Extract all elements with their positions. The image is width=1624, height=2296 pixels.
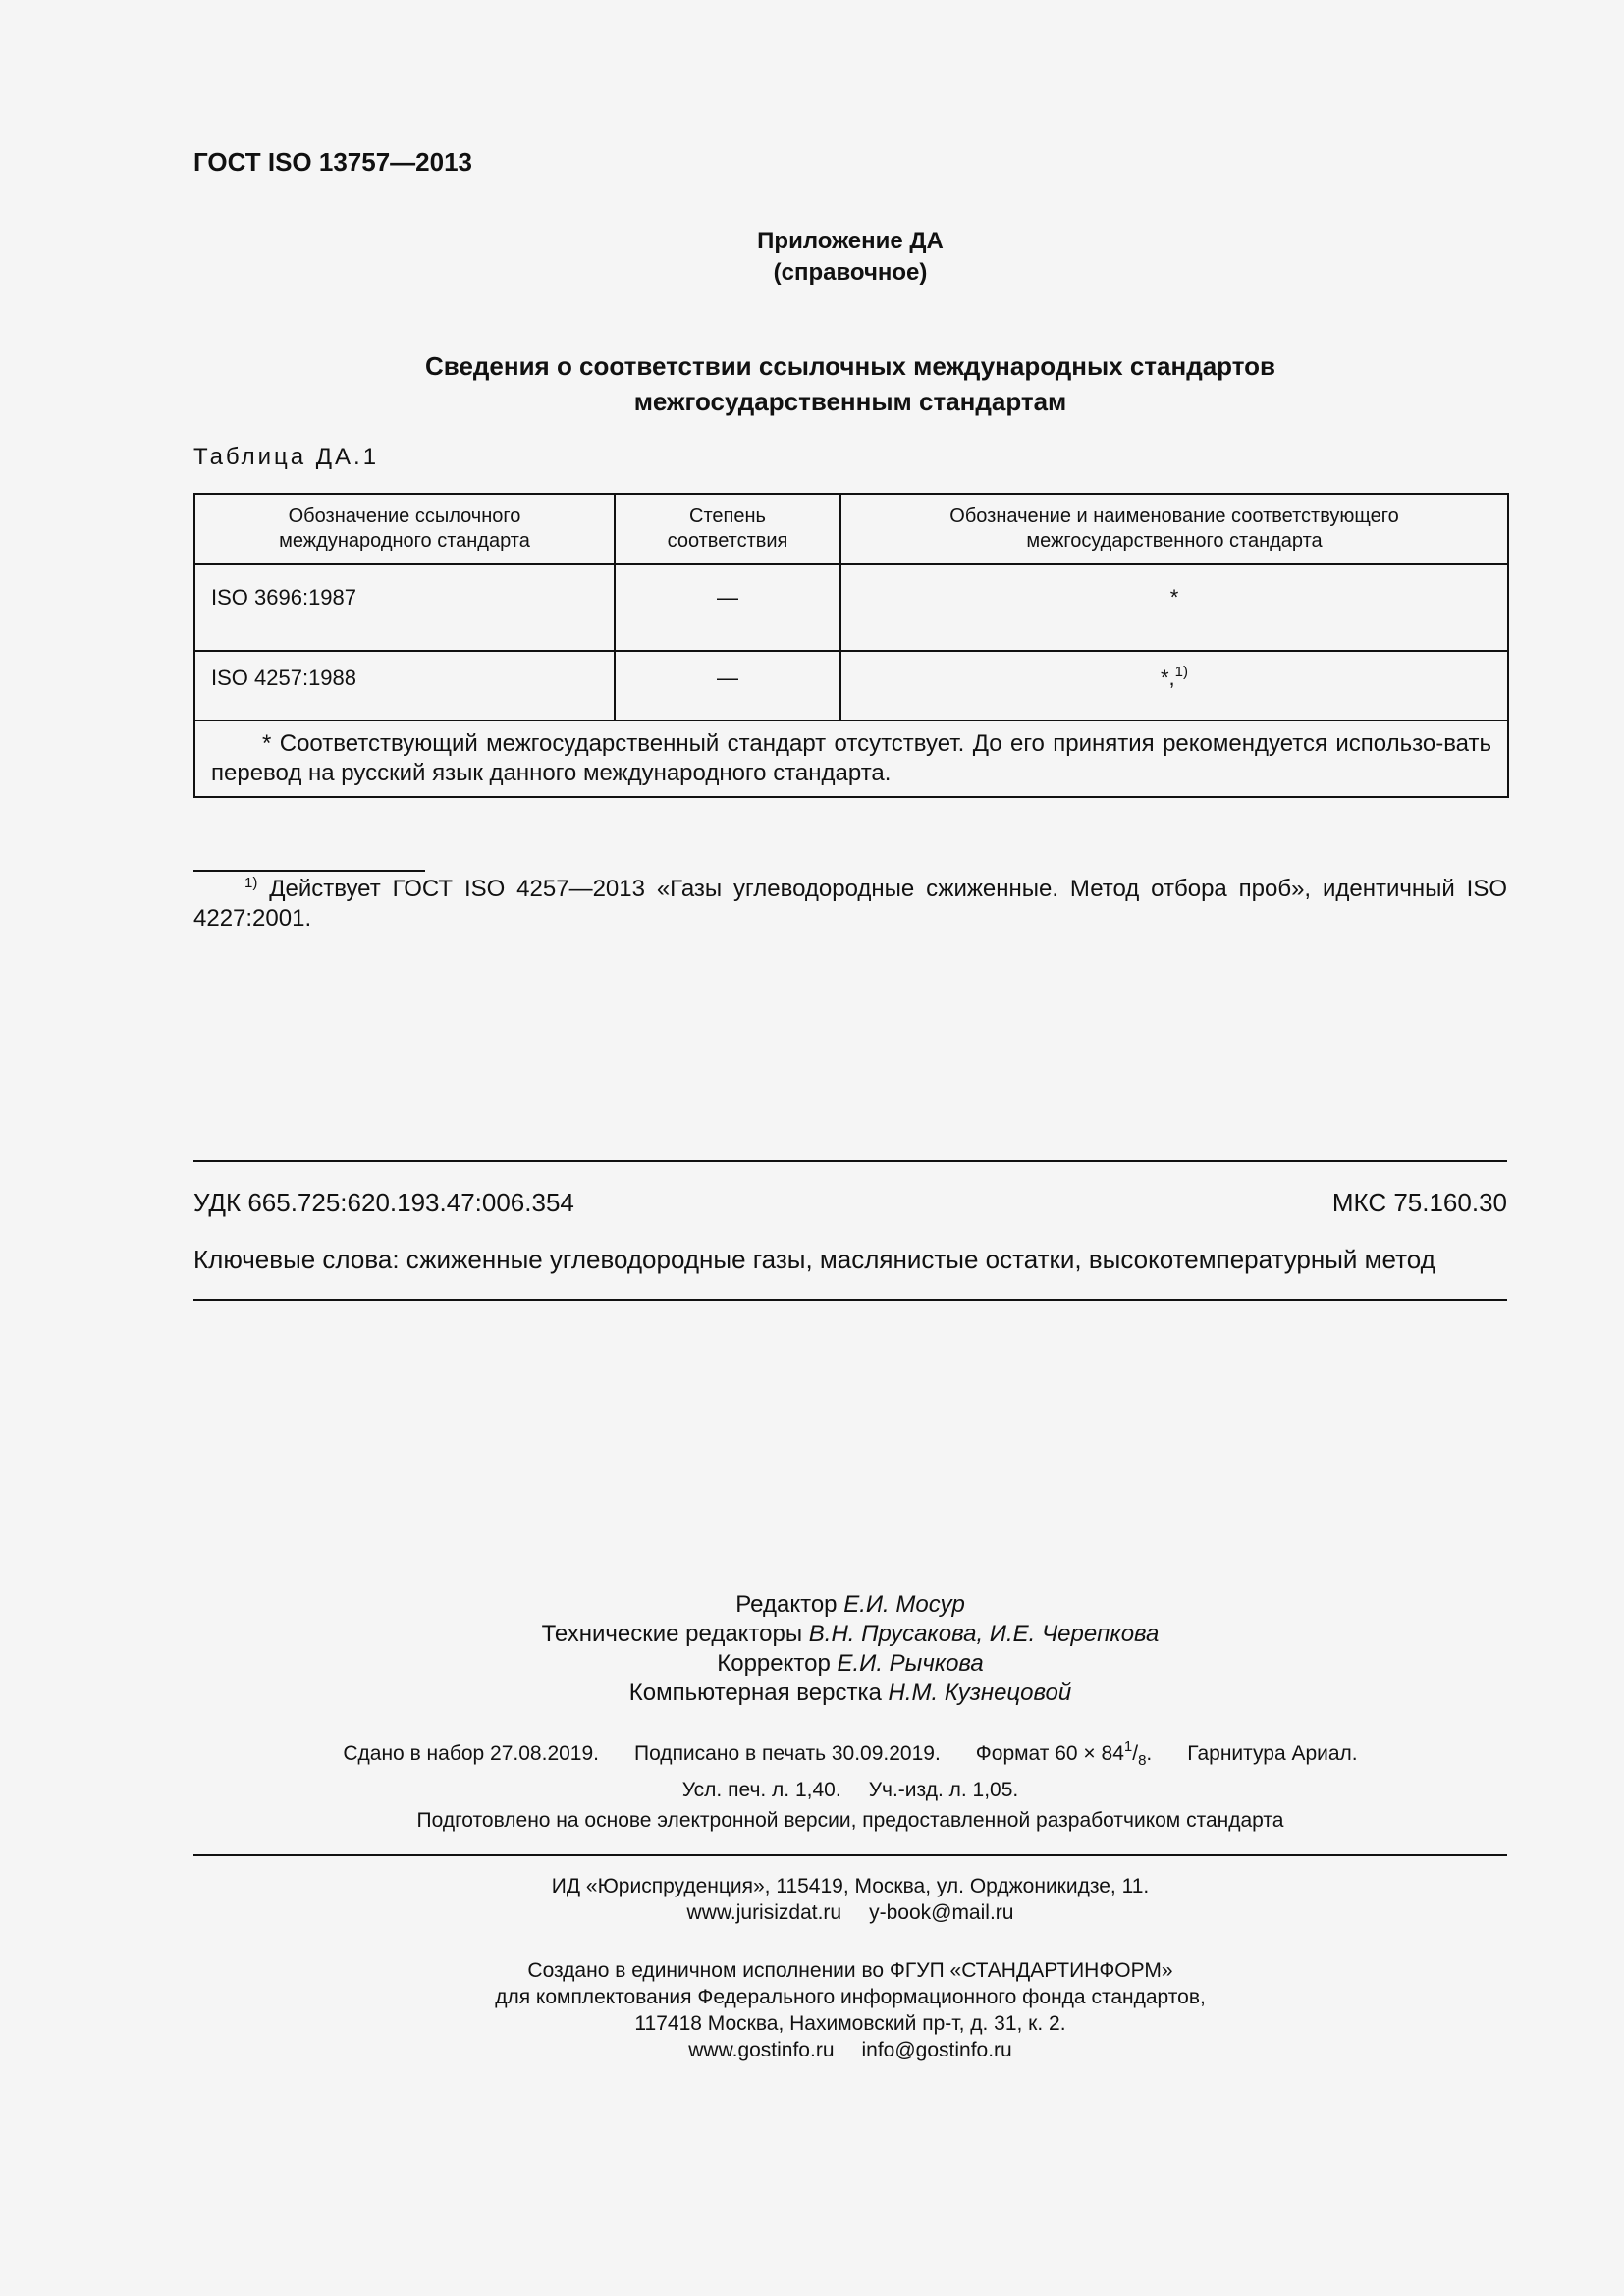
publisher-address: ИД «Юриспруденция», 115419, Москва, ул. Орджоникидзе, 11. bbox=[551, 1875, 1150, 1897]
header-text: Обозначение ссылочного bbox=[288, 506, 521, 527]
imprint-line1 bbox=[193, 1739, 1507, 1776]
format-prefix: Формат 60 × 84 bbox=[975, 1742, 1124, 1765]
header-text: межгосударственного стандарта bbox=[1026, 530, 1323, 552]
creator-line: Создано в единичном исполнении во ФГУП «СТАНДАРТИНФОРМ» bbox=[527, 1959, 1173, 1982]
publisher-site-link[interactable]: www.jurisizdat.ru bbox=[686, 1901, 842, 1924]
imprint-line2 bbox=[193, 1776, 1507, 1805]
table-row bbox=[194, 564, 1508, 651]
credit-name: Е.И. Мосур bbox=[843, 1591, 965, 1618]
credit-corrector bbox=[193, 1649, 1507, 1679]
divider bbox=[193, 1854, 1507, 1856]
header-text: Обозначение и наименование соответствующего bbox=[949, 506, 1399, 527]
header-national-standard bbox=[840, 494, 1508, 564]
credit-label: Корректор bbox=[717, 1650, 831, 1677]
creator-line: для комплектования Федерального информационного фонда стандартов, bbox=[495, 1986, 1206, 2008]
imprint-format bbox=[975, 1738, 1153, 1770]
cell-ref: ISO 3696:1987 bbox=[194, 564, 615, 651]
publisher-info bbox=[193, 1873, 1507, 1926]
header-text: Степень bbox=[689, 506, 766, 527]
imprint bbox=[193, 1739, 1507, 1805]
cell-national: * bbox=[840, 564, 1508, 651]
table-note-row bbox=[194, 721, 1508, 797]
credit-layout bbox=[193, 1679, 1507, 1708]
format-suffix: . bbox=[1146, 1742, 1153, 1765]
publisher-email-link[interactable]: y-book@mail.ru bbox=[869, 1901, 1014, 1924]
cell-national-value: *, bbox=[1160, 666, 1175, 690]
page-title bbox=[193, 348, 1507, 419]
credit-editor bbox=[193, 1590, 1507, 1620]
annex-kind: (справочное) bbox=[773, 259, 928, 286]
reference-table bbox=[193, 493, 1509, 798]
format-slash: / bbox=[1132, 1742, 1139, 1765]
cell-degree: — bbox=[615, 651, 840, 721]
table-note-text: * Соответствующий межгосударственный стандарт отсутствует. До его принятия рекомендуется использо-вать перевод на русский язык данного международного стандарта. bbox=[211, 730, 1491, 786]
creator-site-link[interactable]: www.gostinfo.ru bbox=[688, 2039, 835, 2061]
creator-info bbox=[193, 1957, 1507, 2063]
format-numerator: 1 bbox=[1123, 1738, 1133, 1755]
header-degree bbox=[615, 494, 840, 564]
creator-email-link[interactable]: info@gostinfo.ru bbox=[861, 2039, 1012, 2061]
imprint-pub-sheets: Уч.-изд. л. 1,05. bbox=[868, 1779, 1019, 1802]
page-title-line2: межгосударственным стандартам bbox=[633, 387, 1067, 416]
credits bbox=[193, 1590, 1507, 1708]
header-text: соответствия bbox=[667, 530, 788, 552]
footnote bbox=[193, 875, 1507, 934]
imprint-font: Гарнитура Ариал. bbox=[1187, 1742, 1358, 1765]
header-ref-standard bbox=[194, 494, 615, 564]
cell-degree: — bbox=[615, 564, 840, 651]
prepared-note: Подготовлено на основе электронной версии, предоставленной разработчиком стандарта bbox=[416, 1809, 1284, 1832]
creator-line: 117418 Москва, Нахимовский пр-т, д. 31, к. 2. bbox=[634, 2012, 1066, 2035]
credit-name: Н.М. Кузнецовой bbox=[888, 1680, 1072, 1706]
footnote-text: Действует ГОСТ ISO 4257—2013 «Газы углеводородные сжиженные. Метод отбора проб», идентичный ISO 4227:2001. bbox=[193, 876, 1507, 932]
cell-ref: ISO 4257:1988 bbox=[194, 651, 615, 721]
creator-contacts bbox=[193, 2037, 1507, 2063]
annex-title bbox=[193, 226, 1507, 289]
credit-name: Е.И. Рычкова bbox=[837, 1650, 984, 1677]
format-denominator: 8 bbox=[1138, 1752, 1147, 1770]
table-label: Таблица ДА.1 bbox=[193, 444, 380, 470]
credit-label: Редактор bbox=[735, 1591, 838, 1618]
annex-name: Приложение ДА bbox=[757, 228, 944, 254]
document-id: ГОСТ ISO 13757—2013 bbox=[193, 147, 473, 177]
credit-tech-editors bbox=[193, 1620, 1507, 1649]
imprint-print-sheets: Усл. печ. л. 1,40. bbox=[681, 1779, 841, 1802]
page-title-line1: Сведения о соответствии ссылочных международных стандартов bbox=[425, 351, 1275, 381]
footnote-divider bbox=[193, 870, 425, 872]
table-note bbox=[194, 721, 1508, 797]
cell-national bbox=[840, 651, 1508, 721]
keywords: Ключевые слова: сжиженные углеводородные газы, маслянистые остатки, высокотемпературный метод bbox=[193, 1245, 1435, 1274]
imprint-signed: Подписано в печать 30.09.2019. bbox=[634, 1742, 941, 1765]
divider bbox=[193, 1160, 1507, 1162]
credit-label: Технические редакторы bbox=[541, 1621, 803, 1647]
divider bbox=[193, 1299, 1507, 1301]
udk-code: УДК 665.725:620.193.47:006.354 bbox=[193, 1188, 574, 1217]
header-text: международного стандарта bbox=[279, 530, 530, 552]
credit-name: В.Н. Прусакова, И.Е. Черепкова bbox=[808, 1621, 1160, 1647]
table-row bbox=[194, 651, 1508, 721]
mks-code: МКС 75.160.30 bbox=[1331, 1188, 1507, 1217]
footnote-mark: 1) bbox=[1174, 664, 1189, 680]
credit-label: Компьютерная верстка bbox=[628, 1680, 882, 1706]
footnote-mark: 1) bbox=[244, 875, 258, 891]
imprint-submitted: Сдано в набор 27.08.2019. bbox=[343, 1742, 599, 1765]
publisher-contacts bbox=[193, 1899, 1507, 1926]
table-header-row bbox=[194, 494, 1508, 564]
